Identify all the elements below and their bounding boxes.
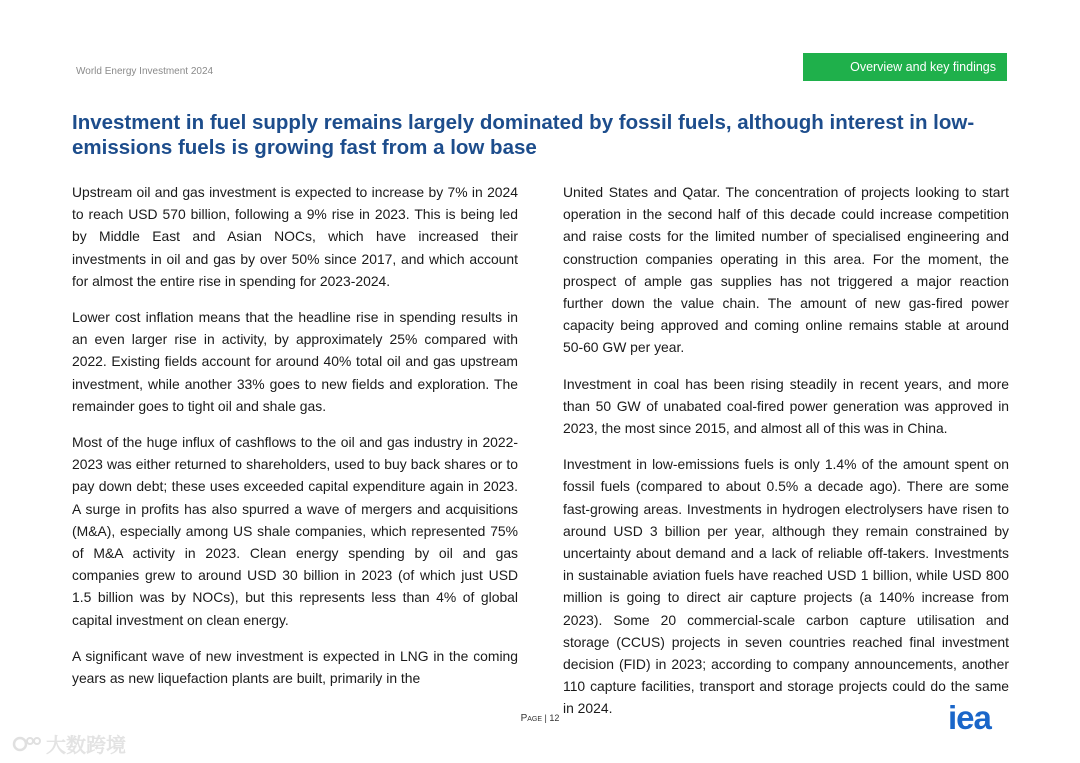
paragraph: United States and Qatar. The concentration of projects looking to start operation in the second half of this decade could increase competition and raise costs for the limited number of specialised engineering and construction companies operating in this area. For the moment, the prospect of ample gas supplies has not triggered a major reaction further down the value chain. The amount of new gas-fired power capacity being approved and coming online remains stable at around 50-60 GW per year. (563, 184, 1009, 356)
watermark-logo-icon (12, 732, 42, 756)
paragraph: Upstream oil and gas investment is expected to increase by 7% in 2024 to reach USD 570 billion, following a 9% rise in 2023. This is being led by Middle East and Asian NOCs, which have increased their investments in oil and gas by over 50% since 2017, and which account for almost the entire rise in spending for 2023-2024. (72, 184, 518, 289)
left-column (72, 181, 518, 703)
report-name: World Energy Investment 2024 (76, 66, 214, 77)
page-number (0, 713, 1080, 724)
iea-logo: iea (948, 699, 991, 736)
page-separator: | (544, 713, 547, 723)
paragraph: Investment in low-emissions fuels is only 1.4% of the amount spent on fossil fuels (compared to about 0.5% a decade ago). There are some fast-growing areas. Investments in hydrogen electrolysers have risen to around USD 3 billion per year, although they remain constrained by uncertainty about demand and a lack of reliable off-takers. Investments in sustainable aviation fuels have reached USD 1 billion, while USD 800 million is going to direct air capture projects (a 140% increase from 2023). Some 20 commercial-scale carbon capture utilisation and storage (CCUS) projects in seven countries reached final investment decision (FID) in 2023; according to company announcements, another 110 capture facilities, transport and storage projects could do the same in 2024. (563, 456, 1009, 717)
watermark (12, 729, 126, 758)
section-tab[interactable]: Overview and key findings (803, 53, 1007, 81)
right-column (563, 181, 1009, 734)
paragraph: Investment in coal has been rising steadily in recent years, and more than 50 GW of unabated coal-fired power generation was approved in 2023, the most since 2015, and almost all of this was in China. (563, 375, 1009, 437)
paragraph: Most of the huge influx of cashflows to the oil and gas industry in 2022-2023 was either returned to shareholders, used to buy back shares or to pay down debt; these uses exceeded capital expenditure again in 2023. A surge in profits has also spurred a wave of mergers and acquisitions (M&A), especially among US shale companies, which represented 75% of M&A activity in 2023. Clean energy spending by oil and gas companies grew to around USD 30 billion in 2023 (of which just USD 1.5 billion was by NOCs), but this represents less than 4% of global capital investment on clean energy. (72, 434, 518, 628)
paragraph: Lower cost inflation means that the headline rise in spending results in an even larger rise in activity, by approximately 25% compared with 2022. Existing fields account for around 40% total oil and gas upstream investment, while another 33% goes to new fields and exploration. The remainder goes to tight oil and shale gas. (72, 309, 518, 414)
page-number-value: 12 (549, 713, 560, 723)
page-label: Page (520, 713, 543, 724)
page-title: Investment in fuel supply remains largely dominated by fossil fuels, although interest in low-emissions fuels is growing fast from a low base (72, 111, 975, 159)
paragraph: A significant wave of new investment is expected in LNG in the coming years as new liquefaction plants are built, primarily in the (72, 647, 518, 687)
watermark-text: 大数跨境 (46, 735, 126, 757)
